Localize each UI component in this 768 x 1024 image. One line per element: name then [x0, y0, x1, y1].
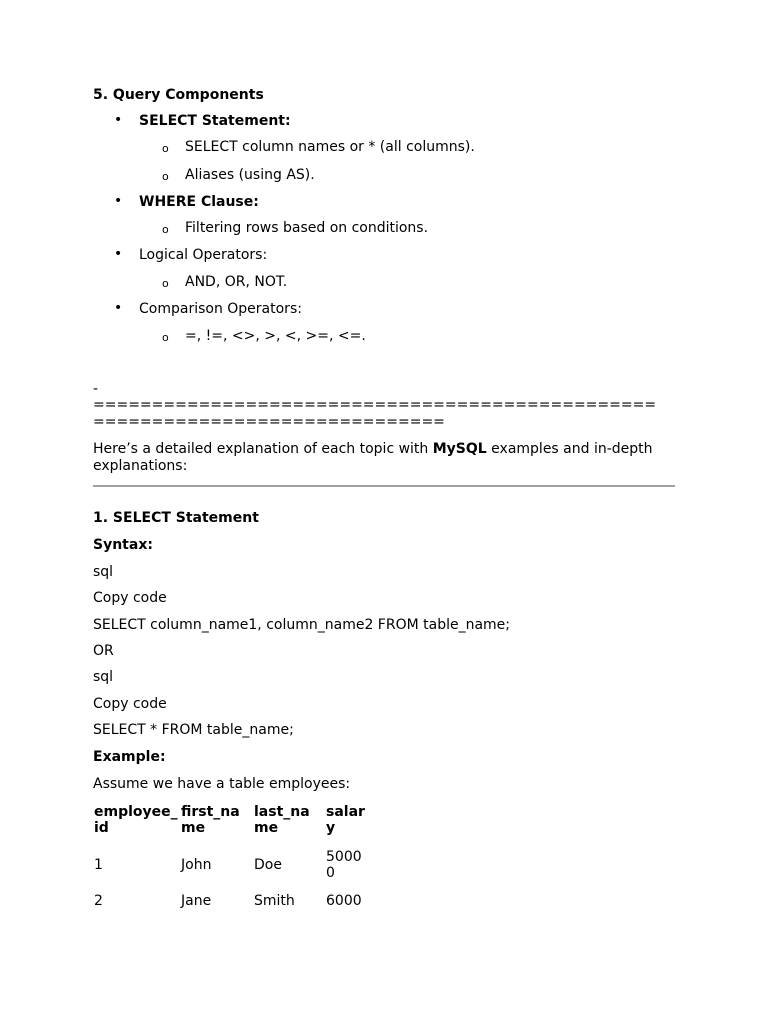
separator-line-1: ================================================ [93, 397, 657, 413]
intro-text-bold: MySQL [432, 441, 487, 457]
code-language-label: sql [93, 669, 114, 685]
bullet-glyph: • [114, 112, 123, 128]
table-header-cell: salar y [326, 804, 365, 836]
list-item-label: WHERE Clause: [139, 194, 259, 210]
table-cell: Doe [254, 857, 282, 873]
intro-line-2: explanations: [93, 458, 188, 474]
sub-list-item: SELECT column names or * (all columns). [185, 139, 475, 155]
table-header-cell: first_na me [181, 804, 240, 836]
bullet-glyph: • [114, 193, 123, 209]
sub-list-item: =, !=, <>, >, <, >=, <=. [185, 328, 366, 344]
intro-text-after: examples and in-depth [486, 441, 653, 457]
sub-bullet-glyph: o [162, 223, 169, 236]
table-header-cell: employee_ id [94, 804, 178, 836]
intro-line-1 [93, 441, 653, 457]
table-cell: 1 [94, 857, 103, 873]
bullet-glyph: • [114, 246, 123, 262]
table-cell: 6000 [326, 893, 362, 909]
bullet-glyph: • [114, 300, 123, 316]
sub-bullet-glyph: o [162, 142, 169, 155]
sub-list-item: Filtering rows based on conditions. [185, 220, 429, 236]
code-line: SELECT column_name1, column_name2 FROM table_name; [93, 617, 511, 633]
table-cell: Smith [254, 893, 295, 909]
separator-dash: - [93, 381, 99, 397]
sub-bullet-glyph: o [162, 170, 169, 183]
sub-list-item: AND, OR, NOT. [185, 274, 288, 290]
intro-text-before: Here’s a detailed explanation of each topic with [93, 441, 433, 457]
table-cell: Jane [181, 893, 212, 909]
sub-bullet-glyph: o [162, 277, 169, 290]
table-cell: 2 [94, 893, 103, 909]
list-item-label: Logical Operators: [139, 247, 268, 263]
separator-line-2: ============================== [93, 414, 445, 430]
code-line: SELECT * FROM table_name; [93, 722, 294, 738]
copy-code-label: Copy code [93, 696, 167, 712]
code-language-label: sql [93, 564, 114, 580]
example-text: Assume we have a table employees: [93, 776, 351, 792]
sub-list-item: Aliases (using AS). [185, 167, 315, 183]
table-header-cell: last_na me [254, 804, 310, 836]
list-item-label: SELECT Statement: [139, 113, 291, 129]
or-label: OR [93, 643, 114, 659]
copy-code-label: Copy code [93, 590, 167, 606]
section-heading: 5. Query Components [93, 87, 264, 103]
example-label: Example: [93, 749, 166, 765]
horizontal-rule [93, 485, 675, 487]
table-cell: John [181, 857, 212, 873]
syntax-label: Syntax: [93, 537, 153, 553]
list-item-label: Comparison Operators: [139, 301, 302, 317]
select-heading: 1. SELECT Statement [93, 510, 259, 526]
sub-bullet-glyph: o [162, 331, 169, 344]
table-cell: 5000 0 [326, 849, 362, 881]
